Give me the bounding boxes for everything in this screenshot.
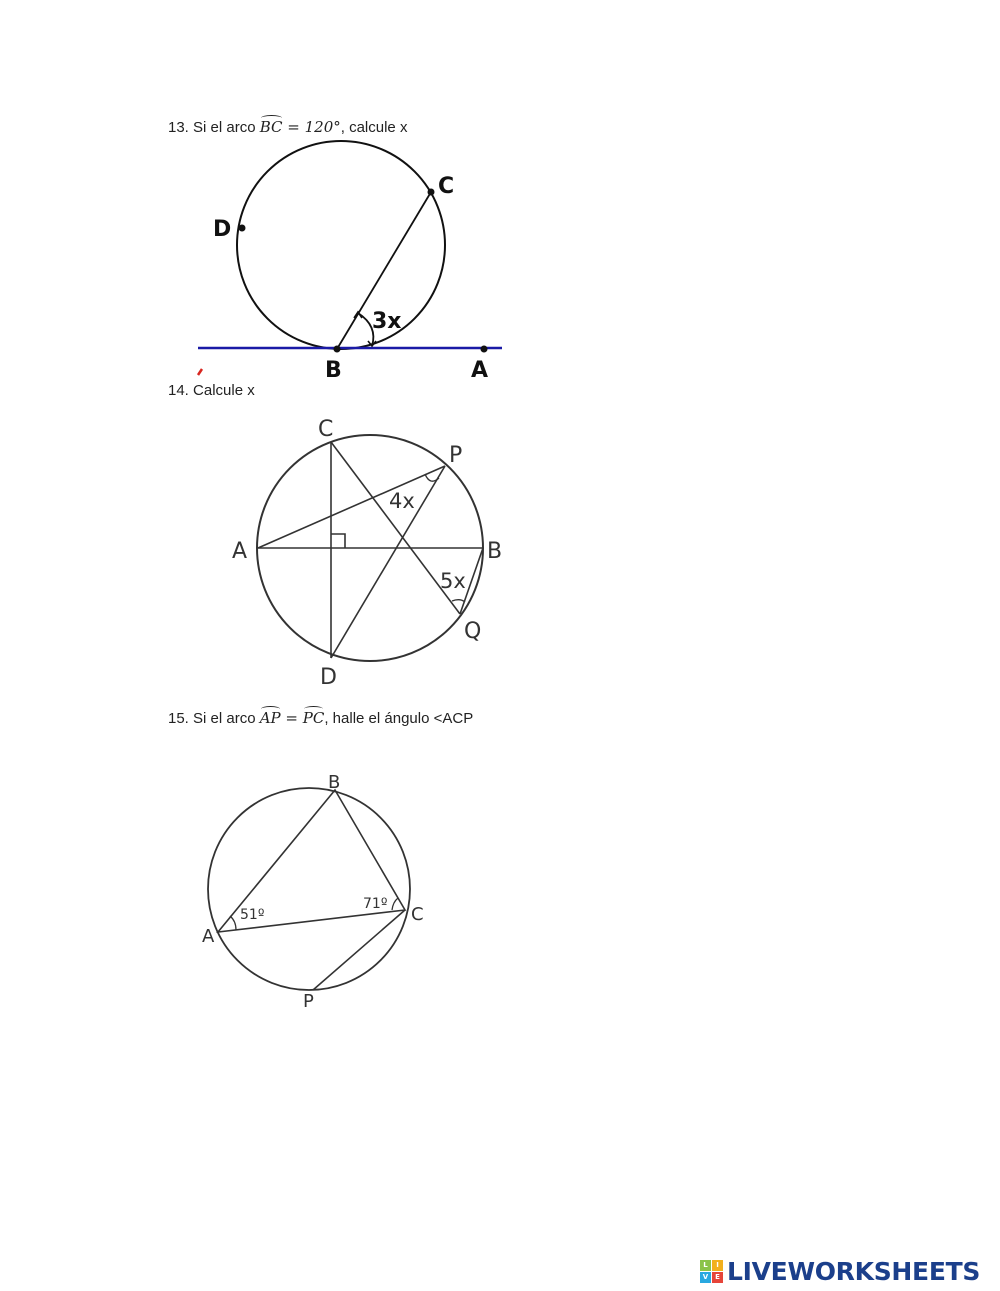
label-q-14: Q [464,619,482,644]
label-a-15: A [202,926,215,947]
right-angle-marker [331,534,345,548]
chord-ap [258,466,445,548]
figure-15 [202,772,424,1012]
chord-cp [313,910,405,990]
label-c-15: C [411,904,424,925]
label-c-14: C [318,417,334,442]
label-d-13: D [213,217,232,242]
q15-arc-pc: PC [302,709,325,727]
liveworksheets-logo-icon [700,1260,723,1283]
question-14-text: 14. Calcule x [168,382,255,399]
point-b-13 [334,346,341,353]
q15-equals: = [280,709,303,727]
angle-arc-4x [425,474,439,481]
liveworksheets-logo-text: LIVEWORKSHEETS [727,1256,981,1286]
angle-arc-51 [230,916,236,930]
circle-13 [237,141,445,349]
q15-arc-ap: AP [259,709,281,727]
label-51: 51º [240,907,265,923]
q13-equals: = 120° [282,118,341,136]
point-c-13 [428,189,435,196]
point-d-13 [239,225,246,232]
label-a-14: A [232,539,248,564]
point-a-13 [481,346,488,353]
label-b-15: B [328,772,341,793]
liveworksheets-logo [700,1254,980,1288]
circle-15 [208,788,410,990]
figure-13 [198,141,502,383]
figure-14 [232,417,502,690]
label-p-15: P [303,991,314,1012]
label-b-13: B [325,358,342,383]
q13-prefix: 13. Si el arco [168,119,260,136]
label-5x: 5x [440,569,466,593]
label-p-14: P [449,443,463,468]
q15-prefix: 15. Si el arco [168,710,260,727]
logo-tile-i: I [712,1260,723,1271]
red-mark [198,369,202,375]
logo-tile-e: E [712,1272,723,1283]
angle-arc-5x [452,600,465,602]
label-71: 71º [363,896,388,912]
label-d-14: D [320,665,337,690]
q13-suffix: , calcule x [340,119,408,136]
chord-dp [331,466,445,658]
logo-tile-l: L [700,1260,711,1271]
label-a-13: A [471,358,489,383]
label-4x: 4x [389,489,415,513]
q13-arc-bc: BC [259,118,283,136]
label-3x: 3x [372,309,402,334]
label-c-13: C [438,174,455,199]
q15-suffix: , halle el ángulo <ACP [324,710,474,727]
angle-arc-71 [392,898,398,910]
logo-tile-v: V [700,1272,711,1283]
label-b-14: B [487,539,503,564]
